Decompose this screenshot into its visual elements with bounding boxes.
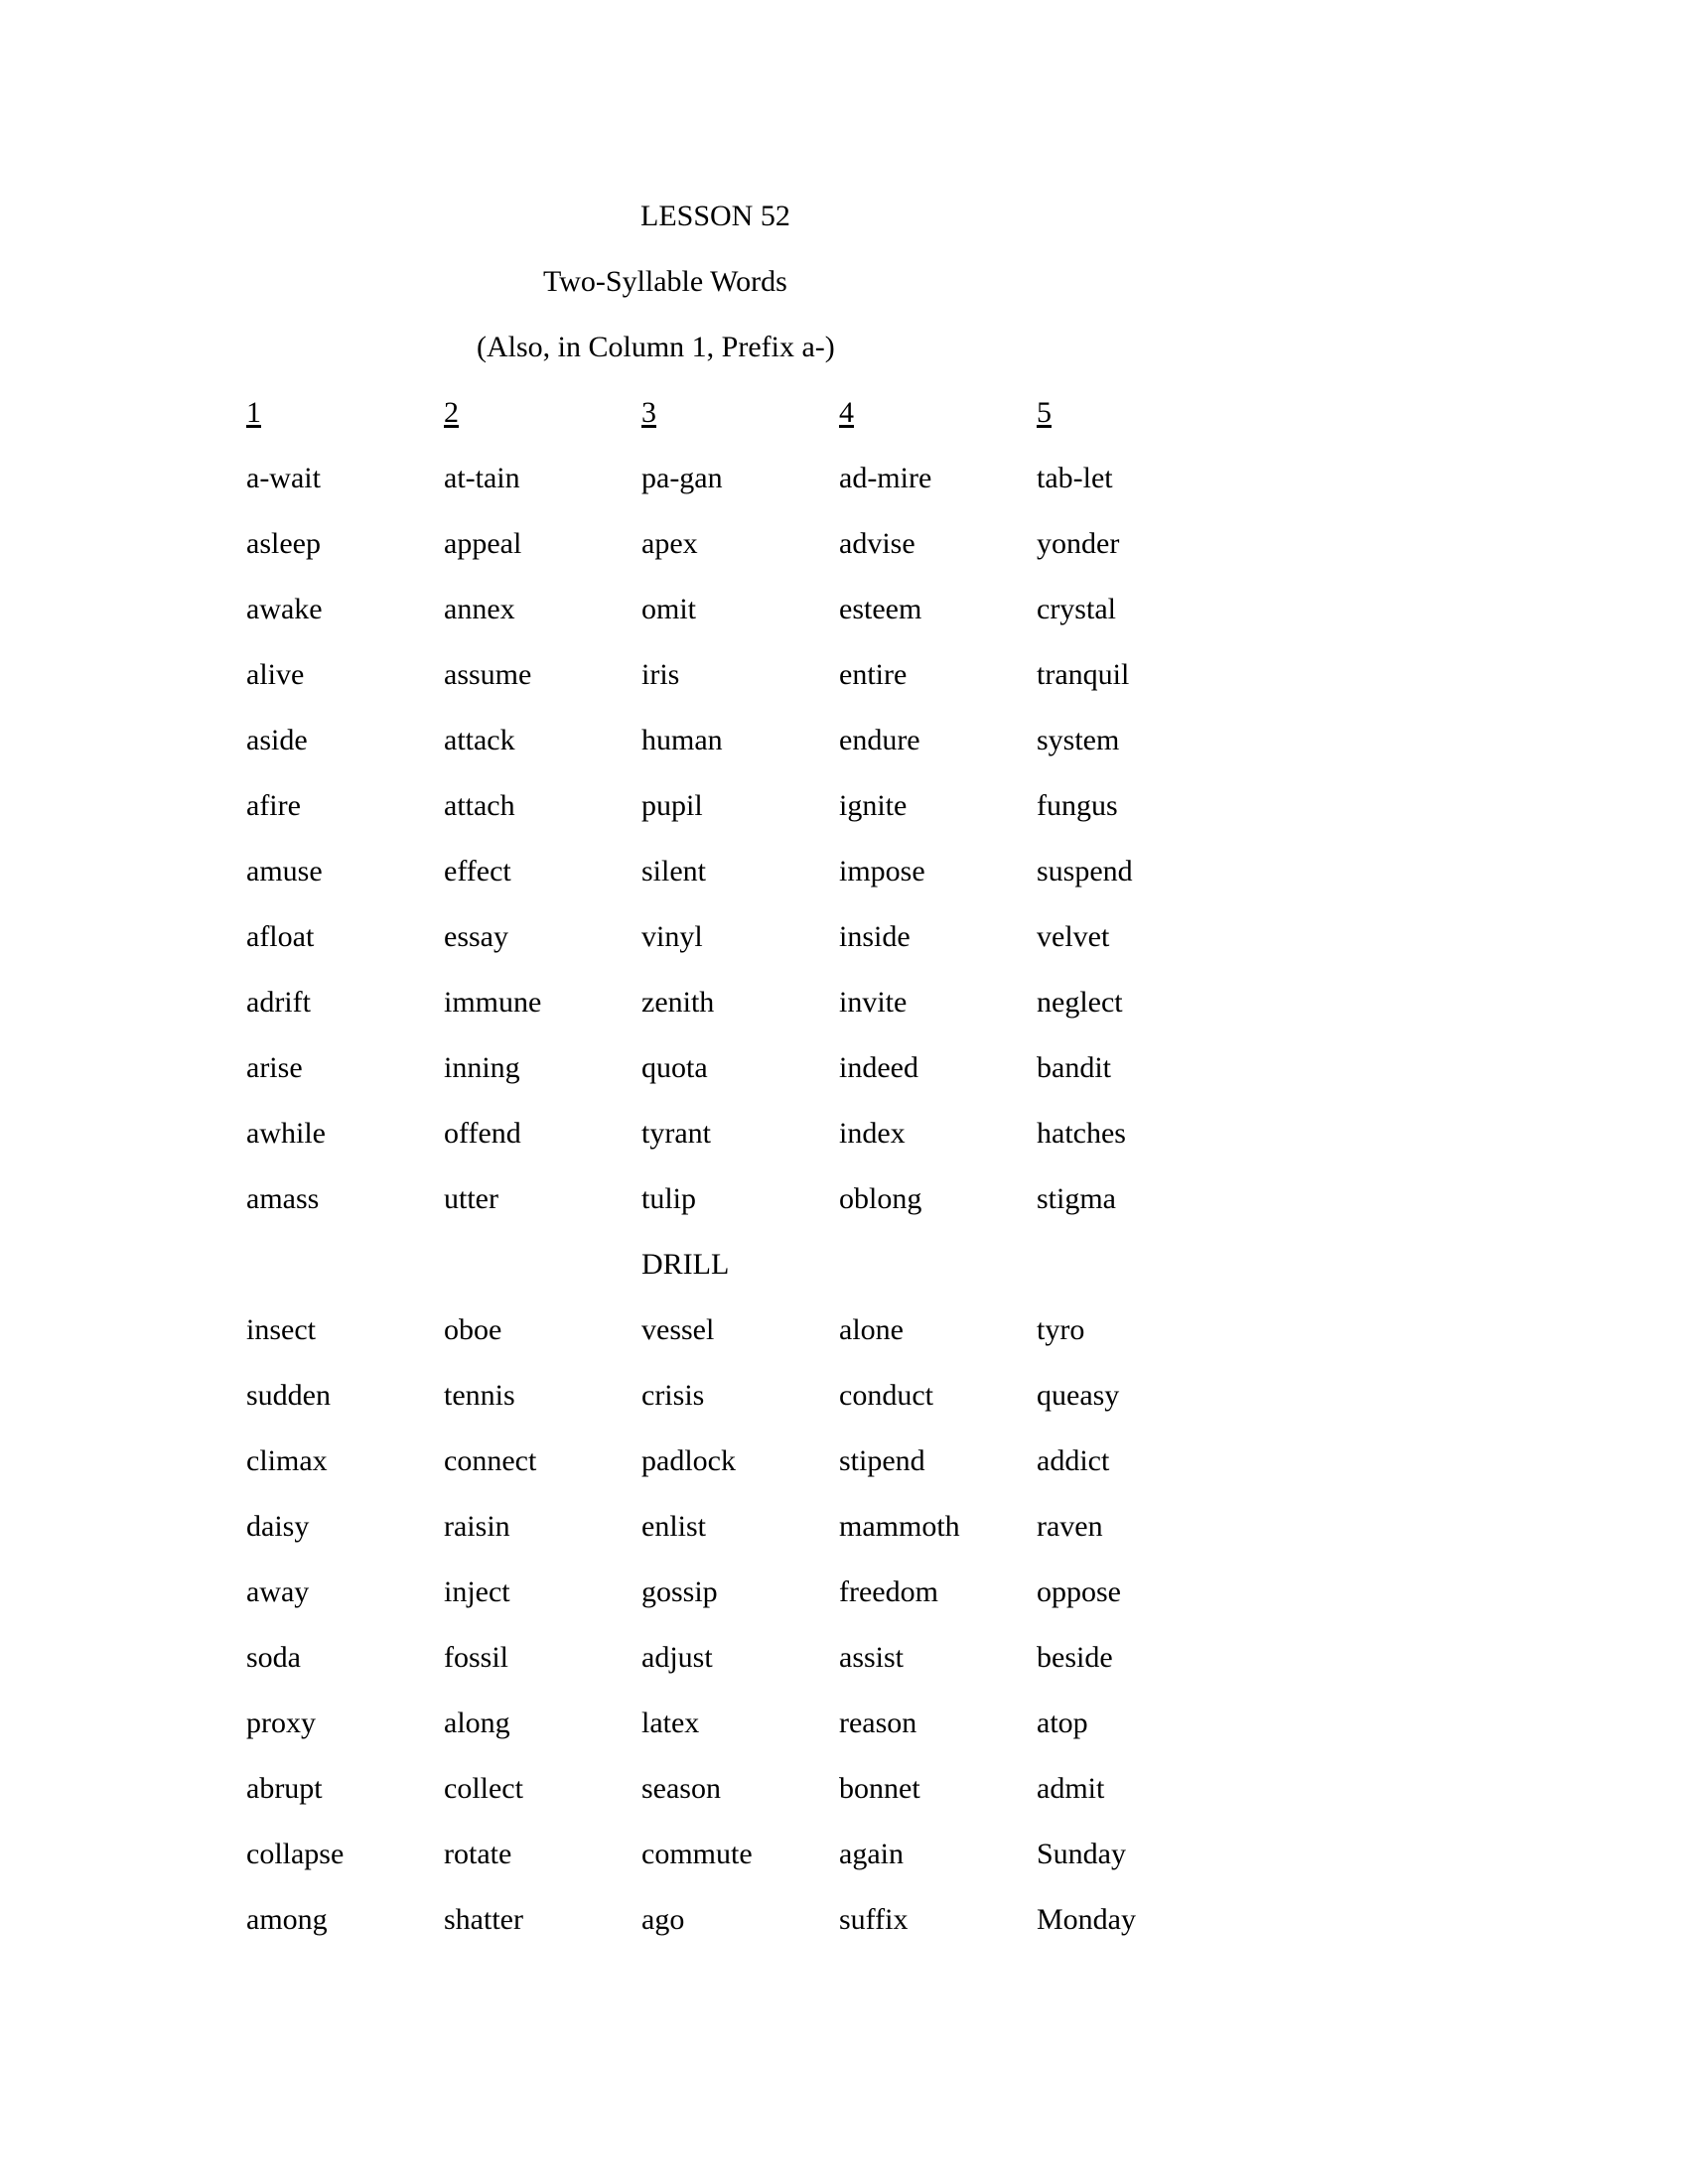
drill-row [246,1771,1338,1837]
word-cell: indeed [839,1051,918,1084]
word-cell: hatches [1037,1117,1126,1150]
word-cell: tulip [641,1182,697,1215]
word-row [246,461,1338,526]
drill-word-cell: ago [641,1903,685,1936]
word-row [246,723,1338,788]
drill-word-cell: among [246,1903,328,1936]
word-cell: inning [444,1051,520,1084]
word-cell: asleep [246,527,321,560]
word-row [246,1181,1338,1247]
word-cell: system [1037,724,1120,756]
drill-word-cell: shatter [444,1903,523,1936]
drill-word-cell: season [641,1772,721,1805]
word-row [246,1050,1338,1116]
word-cell: tyrant [641,1117,711,1150]
word-row [246,657,1338,723]
drill-word-cell: soda [246,1641,301,1674]
word-row [246,854,1338,919]
word-cell: suspend [1037,855,1133,887]
word-cell: human [641,724,723,756]
word-cell: amuse [246,855,323,887]
word-cell: pa-gan [641,462,723,494]
word-cell: omit [641,593,697,625]
drill-word-cell: gossip [641,1575,718,1608]
drill-word-cell: reason [839,1706,917,1739]
word-cell: index [839,1117,906,1150]
word-cell: attack [444,724,515,756]
drill-word-cell: commute [641,1838,753,1870]
drill-word-cell: connect [444,1444,537,1477]
drill-word-cell: Sunday [1037,1838,1126,1870]
word-cell: effect [444,855,511,887]
word-cell: amass [246,1182,320,1215]
drill-word-cell: stipend [839,1444,925,1477]
word-cell: tranquil [1037,658,1130,691]
word-cell: afire [246,789,301,822]
word-cell: entire [839,658,908,691]
lesson-subtitle: Two-Syllable Words [543,265,787,298]
word-cell: vinyl [641,920,703,953]
word-cell: advise [839,527,915,560]
drill-word-cell: daisy [246,1510,310,1543]
word-cell: inside [839,920,911,953]
drill-word-cell: adjust [641,1641,713,1674]
word-cell: yonder [1037,527,1120,560]
word-cell: afloat [246,920,315,953]
drill-word-cell: oppose [1037,1575,1121,1608]
drill-word-cell: Monday [1037,1903,1136,1936]
drill-word-cell: fossil [444,1641,509,1674]
word-cell: attach [444,789,515,822]
drill-word-cell: along [444,1706,510,1739]
drill-row [246,1378,1338,1443]
drill-word-cell: raven [1037,1510,1103,1543]
word-cell: a-wait [246,462,321,494]
drill-word-cell: proxy [246,1706,316,1739]
drill-row [246,1837,1338,1902]
word-row [246,919,1338,985]
drill-word-cell: away [246,1575,310,1608]
drill-word-cell: mammoth [839,1510,960,1543]
column-header: 2 [444,396,459,429]
word-cell: arise [246,1051,303,1084]
drill-row [246,1640,1338,1706]
drill-word-cell: raisin [444,1510,510,1543]
word-cell: iris [641,658,680,691]
drill-word-cell: tennis [444,1379,515,1412]
word-cell: oblong [839,1182,922,1215]
word-cell: at-tain [444,462,520,494]
drill-word-cell: latex [641,1706,700,1739]
word-cell: impose [839,855,925,887]
word-cell: zenith [641,986,715,1019]
drill-word-cell: admit [1037,1772,1105,1805]
drill-word-cell: insect [246,1313,316,1346]
word-cell: invite [839,986,908,1019]
drill-word-cell: beside [1037,1641,1113,1674]
word-row [246,985,1338,1050]
drill-row [246,1574,1338,1640]
drill-word-cell: atop [1037,1706,1088,1739]
lesson-note: (Also, in Column 1, Prefix a-) [477,331,835,363]
drill-word-cell: again [839,1838,904,1870]
drill-word-cell: addict [1037,1444,1110,1477]
drill-word-cell: padlock [641,1444,736,1477]
column-header-row [246,395,1338,461]
word-cell: endure [839,724,920,756]
word-cell: annex [444,593,515,625]
word-cell: esteem [839,593,922,625]
drill-word-cell: queasy [1037,1379,1120,1412]
word-cell: immune [444,986,542,1019]
word-cell: fungus [1037,789,1118,822]
drill-row [246,1902,1338,1968]
column-header: 4 [839,396,854,429]
drill-word-cell: assist [839,1641,905,1674]
word-cell: ignite [839,789,908,822]
drill-word-cell: vessel [641,1313,715,1346]
drill-row [246,1706,1338,1771]
word-row [246,526,1338,592]
drill-word-cell: inject [444,1575,510,1608]
word-table [246,395,1338,1968]
drill-word-cell: crisis [641,1379,705,1412]
word-cell: awhile [246,1117,326,1150]
drill-row [246,1312,1338,1378]
drill-word-cell: sudden [246,1379,331,1412]
word-cell: crystal [1037,593,1116,625]
word-cell: adrift [246,986,311,1019]
word-cell: pupil [641,789,703,822]
word-cell: offend [444,1117,521,1150]
drill-word-cell: oboe [444,1313,502,1346]
word-cell: velvet [1037,920,1110,953]
drill-word-cell: enlist [641,1510,706,1543]
drill-word-cell: alone [839,1313,904,1346]
column-header: 5 [1037,396,1052,429]
drill-word-cell: climax [246,1444,328,1477]
word-cell: essay [444,920,508,953]
word-cell: ad-mire [839,462,932,494]
drill-row [246,1509,1338,1574]
drill-word-cell: freedom [839,1575,938,1608]
word-cell: silent [641,855,706,887]
word-cell: assume [444,658,532,691]
word-cell: alive [246,658,305,691]
column-header: 3 [641,396,656,429]
drill-word-cell: bonnet [839,1772,920,1805]
drill-word-cell: abrupt [246,1772,323,1805]
drill-heading: DRILL [641,1248,730,1281]
drill-word-cell: conduct [839,1379,933,1412]
word-cell: awake [246,593,323,625]
drill-row [246,1443,1338,1509]
word-cell: quota [641,1051,708,1084]
column-header: 1 [246,396,261,429]
word-cell: apex [641,527,698,560]
drill-heading-row [246,1247,1338,1312]
drill-word-cell: suffix [839,1903,909,1936]
word-cell: neglect [1037,986,1123,1019]
drill-word-cell: collapse [246,1838,345,1870]
word-cell: stigma [1037,1182,1116,1215]
drill-word-cell: collect [444,1772,523,1805]
drill-word-cell: rotate [444,1838,512,1870]
word-cell: utter [444,1182,498,1215]
word-cell: appeal [444,527,522,560]
word-row [246,592,1338,657]
word-row [246,1116,1338,1181]
word-row [246,788,1338,854]
lesson-title: LESSON 52 [640,200,790,232]
word-cell: bandit [1037,1051,1111,1084]
word-cell: tab-let [1037,462,1113,494]
word-cell: aside [246,724,308,756]
drill-word-cell: tyro [1037,1313,1085,1346]
